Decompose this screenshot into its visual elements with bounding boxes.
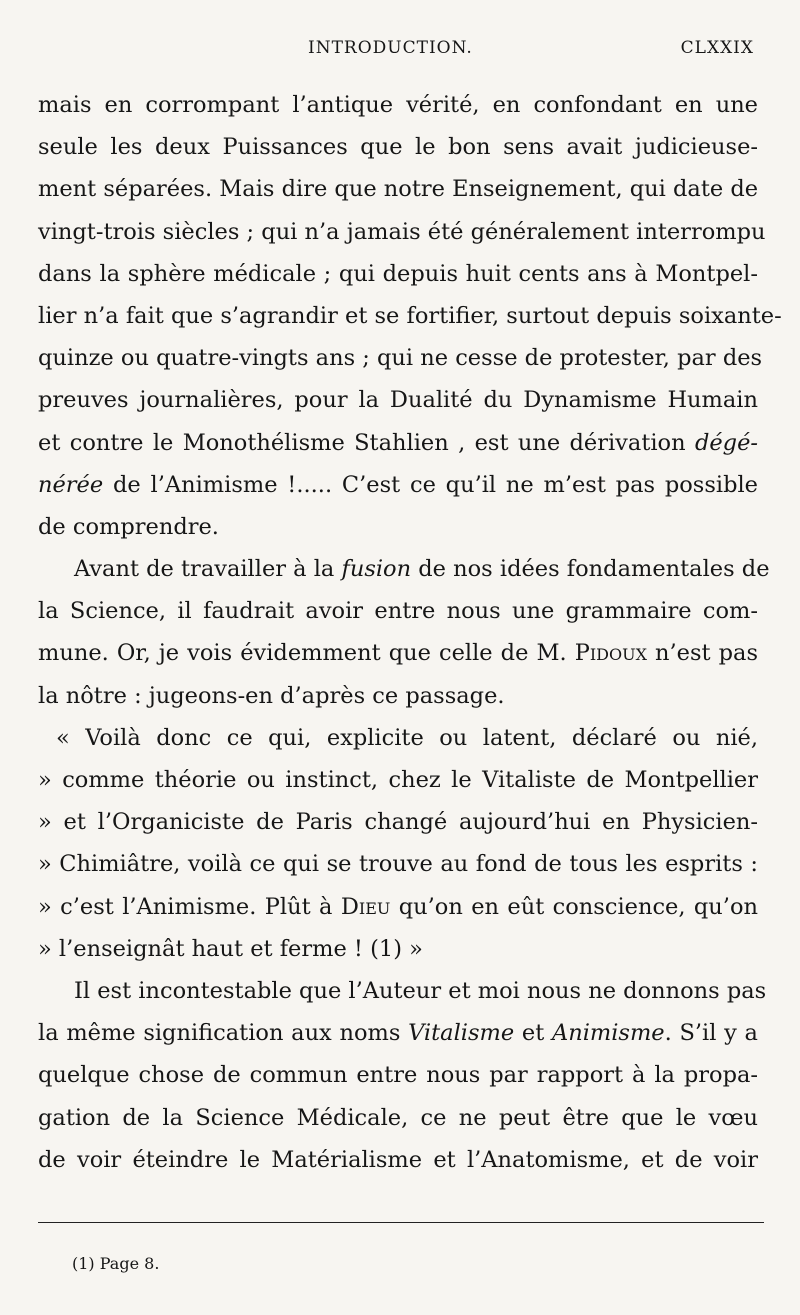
text-line: dans la sphère médicale ; qui depuis huit cents ans à Montpel-: [38, 260, 758, 287]
text-run: de l’Animisme !..... C’est ce qu’il ne m’est pas possible: [103, 471, 758, 498]
running-title: INTRODUCTION.: [308, 38, 473, 58]
text-line: Il est incontestable que l’Auteur et moi nous ne donnons pas: [74, 977, 767, 1004]
quote-line: » et l’Organiciste de Paris changé aujourd’hui en Physicien-: [38, 809, 758, 836]
text-line: lier n’a fait que s’agrandir et se fortifier, surtout depuis soixante-: [38, 302, 782, 329]
text-line: ment séparées. Mais dire que notre Enseignement, qui date de: [38, 176, 759, 203]
text-line: seule les deux Puissances que le bon sens avait judicieuse-: [38, 134, 758, 161]
page-number: CLXXIX: [680, 38, 754, 58]
text-run: . S’il y a: [664, 1020, 758, 1047]
text-line: la Science, il faudrait avoir entre nous une grammaire com-: [38, 598, 758, 625]
text-line: [38, 464, 758, 506]
text-line: gation de la Science Médicale, ce ne peut être que le vœu: [38, 1104, 758, 1131]
text-run: n’est pas: [646, 640, 758, 667]
text-line: la nôtre : jugeons-en d’après ce passage.: [38, 682, 505, 709]
text-line: de comprendre.: [38, 513, 219, 540]
italic-run: Animisme: [551, 1020, 665, 1047]
text-line: quinze ou quatre-vingts ans ; qui ne cesse de protester, par des: [38, 345, 763, 372]
text-run: Avant de travailler à la: [74, 556, 342, 583]
text-line: mais en corrompant l’antique vérité, en confondant en une: [38, 92, 758, 118]
author-name: Pidoux: [574, 640, 647, 667]
text-run: » c’est l’Animisme. Plût à: [38, 893, 341, 920]
italic-run: Vitalisme: [408, 1020, 515, 1047]
quote-line: » comme théorie ou instinct, chez le Vitaliste de Montpellier: [38, 767, 758, 793]
text-run: qu’on en eût conscience, qu’on: [390, 893, 758, 920]
quote-line: » Chimiâtre, voilà ce qui se trouve au fond de tous les esprits :: [38, 851, 758, 878]
italic-run: dégé-: [694, 429, 758, 456]
text-line: quelque chose de commun entre nous par rapport à la propa-: [38, 1062, 758, 1089]
text-run: et contre le Monothélisme Stahlien , est une dérivation: [38, 429, 695, 456]
text-run: et: [514, 1020, 552, 1047]
text-run: de nos idées fondamentales de: [411, 556, 770, 583]
text-line: de voir éteindre le Matérialisme et l’Anatomisme, et de voir: [38, 1146, 758, 1173]
small-caps-run: Dieu: [340, 893, 391, 920]
body-text: [38, 84, 782, 1181]
quote-line: « Voilà donc ce qui, explicite ou latent, déclaré ou nié,: [56, 724, 758, 751]
footnote-rule: [38, 1222, 764, 1223]
italic-run: nérée: [38, 471, 104, 498]
footnote: (1) Page 8.: [72, 1254, 160, 1273]
italic-run: fusion: [341, 556, 412, 583]
text-run: la même signification aux noms: [38, 1020, 409, 1047]
running-head: [38, 38, 754, 62]
quote-line: » l’enseignât haut et ferme ! (1) »: [38, 935, 423, 962]
text-line: [38, 1012, 758, 1054]
text-line: [38, 632, 758, 674]
text-line: vingt-trois siècles ; qui n’a jamais été généralement interrompu: [38, 218, 766, 245]
text-line: [38, 422, 758, 464]
text-line: [38, 548, 770, 590]
text-run: mune. Or, je vois évidemment que celle de M.: [38, 640, 575, 667]
text-line: preuves journalières, pour la Dualité du Dynamisme Humain: [38, 387, 758, 414]
quote-line: [38, 886, 758, 928]
